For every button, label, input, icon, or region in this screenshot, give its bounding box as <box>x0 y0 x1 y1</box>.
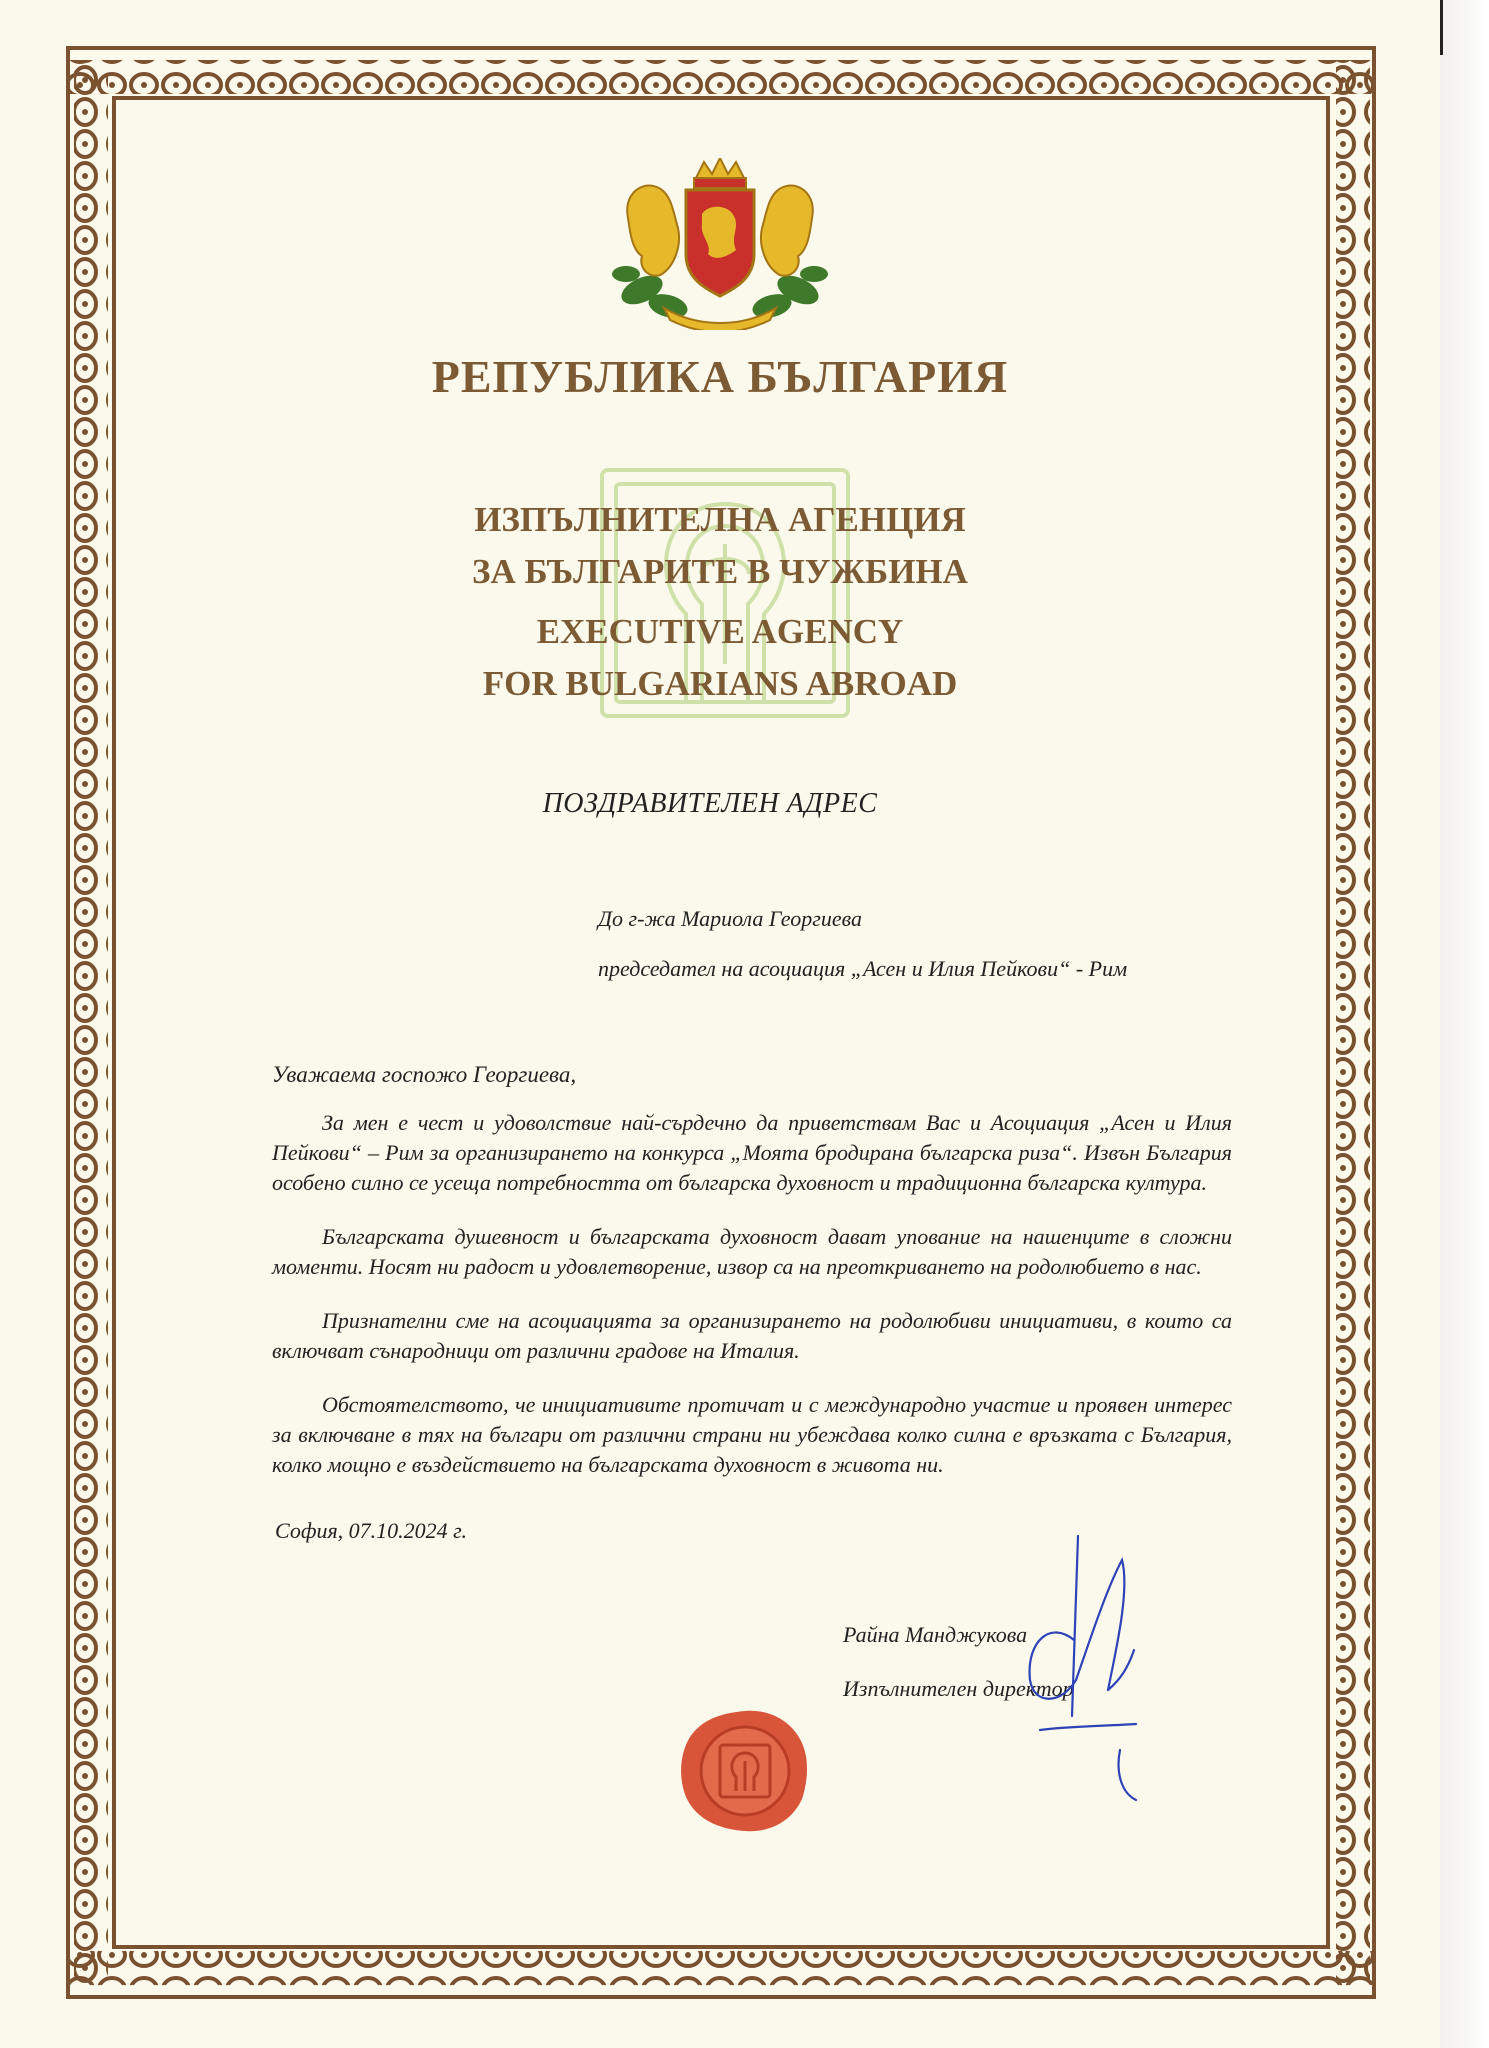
date-line: София, 07.10.2024 г. <box>275 1518 467 1543</box>
recipient-line-2: председател на асоциация „Асен и Илия Пейкови“ - Рим <box>598 956 1128 981</box>
document-heading: ПОЗДРАВИТЕЛЕН АДРЕС <box>542 788 878 819</box>
coat-of-arms-icon <box>608 158 832 330</box>
agency-name-en-line1: EXECUTIVE AGENCY <box>536 612 904 651</box>
paragraph: Признателни сме на асоциацията за организирането на родолюбиви инициативи, в които са включват сънародници от различни градове на Италия. <box>272 1308 1232 1363</box>
salutation: Уважаема госпожо Георгиева, <box>272 1062 577 1087</box>
letter-body <box>272 1108 1232 1504</box>
country-title: РЕПУБЛИКА БЪЛГАРИЯ <box>431 351 1009 402</box>
wax-seal <box>678 1707 812 1835</box>
handwritten-signature <box>1010 1530 1150 1810</box>
signer-title: Изпълнителен директор <box>843 1676 1074 1701</box>
agency-name-bg-line1: ИЗПЪЛНИТЕЛНА АГЕНЦИЯ <box>474 500 966 539</box>
agency-name-bg-line2: ЗА БЪЛГАРИТЕ В ЧУЖБИНА <box>472 552 968 591</box>
agency-name-en-line2: FOR BULGARIANS ABROAD <box>482 664 958 703</box>
recipient-line-1: До г-жа Мариола Георгиева <box>598 906 862 931</box>
paragraph: За мен е чест и удоволствие най-сърдечно да приветствам Вас и Асоциация „Асен и Илия Пейкови“ – Рим за организирането на конкурса „Моята бродирана българска риза“. Извън България особено силно се усеща потребността от българска духовност и традиционна българска култура. <box>272 1110 1232 1195</box>
page-edge-mark <box>1440 0 1443 55</box>
agency-name-block <box>0 494 1440 710</box>
paragraph: Българската душевност и българската духовност дават упование на нашенците в сложни моменти. Носят ни радост и удовлетворение, извор са на преоткриването на родолюбието в нас. <box>272 1224 1232 1279</box>
paragraph: Обстоятелството, че инициативите протичат и с международно участие и проявен интерес за включване в тях на българи от различни страни ни убеждава колко силна е връзката с България, колко мощно е въздействието на българската духовност в живота ни. <box>272 1392 1232 1477</box>
signer-name: Райна Манджукова <box>843 1622 1028 1647</box>
